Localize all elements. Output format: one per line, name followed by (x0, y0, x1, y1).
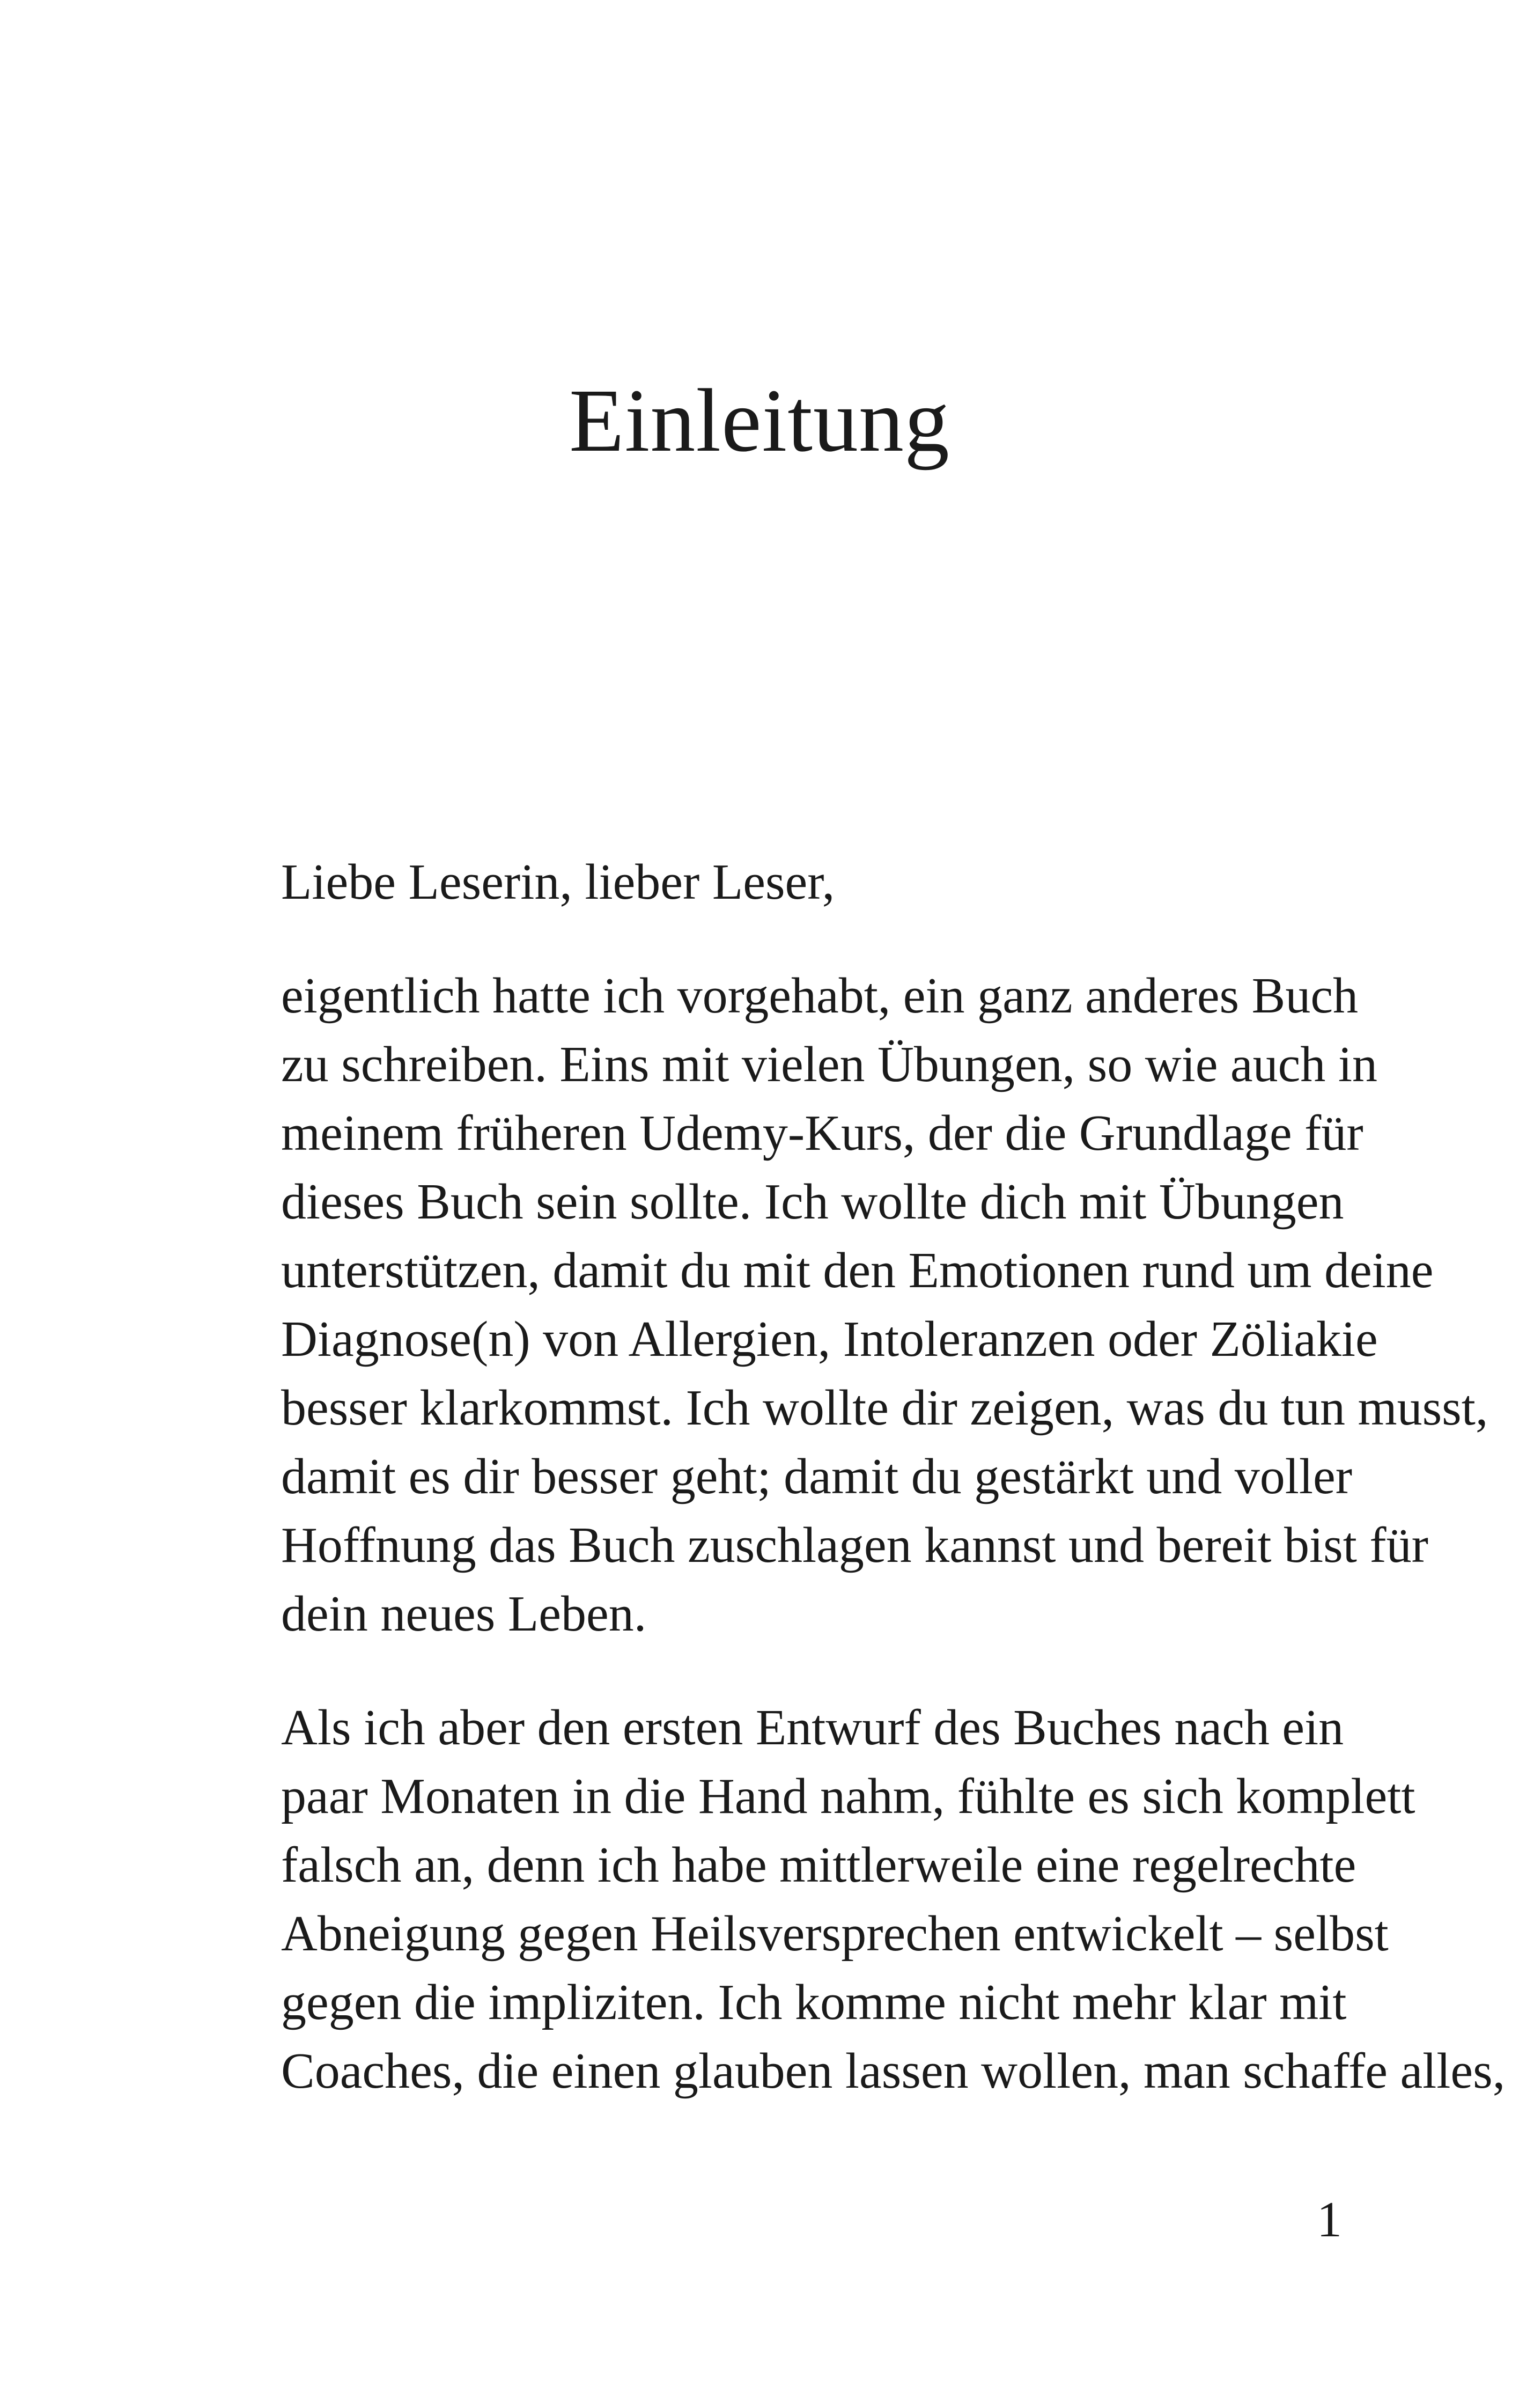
paragraph-line: Diagnose(n) von Allergien, Intoleranzen oder Zöliakie (281, 1311, 1378, 1367)
paragraph-line: gegen die impliziten. Ich komme nicht mehr klar mit (281, 1974, 1347, 2030)
paragraph-line: falsch an, denn ich habe mittlerweile eine regelrechte (281, 1837, 1356, 1893)
paragraph-line: dieses Buch sein sollte. Ich wollte dich mit Übungen (281, 1174, 1344, 1230)
paragraph-line: Abneigung gegen Heilsversprechen entwickelt – selbst (281, 1906, 1389, 1962)
paragraph-2 (281, 1693, 1506, 2105)
paragraph-1 (281, 961, 1488, 1648)
paragraph-line: eigentlich hatte ich vorgehabt, ein ganz anderes Buch (281, 968, 1359, 1024)
paragraph-line: dein neues Leben. (281, 1586, 647, 1642)
paragraph-line: Als ich aber den ersten Entwurf des Buches nach ein (281, 1700, 1344, 1756)
chapter-title: Einleitung (569, 371, 950, 471)
paragraph-line: unterstützen, damit du mit den Emotionen rund um deine (281, 1243, 1434, 1298)
paragraph-line: zu schreiben. Eins mit vielen Übungen, so wie auch in (281, 1037, 1377, 1092)
paragraph-line: besser klarkommst. Ich wollte dir zeigen, was du tun musst, (281, 1380, 1488, 1436)
salutation: Liebe Leserin, lieber Leser, (281, 854, 835, 910)
paragraph-line: paar Monaten in die Hand nahm, fühlte es sich komplett (281, 1768, 1415, 1824)
paragraph-line: Hoffnung das Buch zuschlagen kannst und bereit bist für (281, 1517, 1428, 1573)
paragraph-line: damit es dir besser geht; damit du gestärkt und voller (281, 1449, 1353, 1504)
body-text (281, 848, 1506, 2105)
page-number: 1 (1317, 2192, 1342, 2248)
paragraph-line: meinem früheren Udemy-Kurs, der die Grundlage für (281, 1105, 1363, 1161)
paragraph-line: Coaches, die einen glauben lassen wollen, man schaffe alles, (281, 2043, 1506, 2099)
